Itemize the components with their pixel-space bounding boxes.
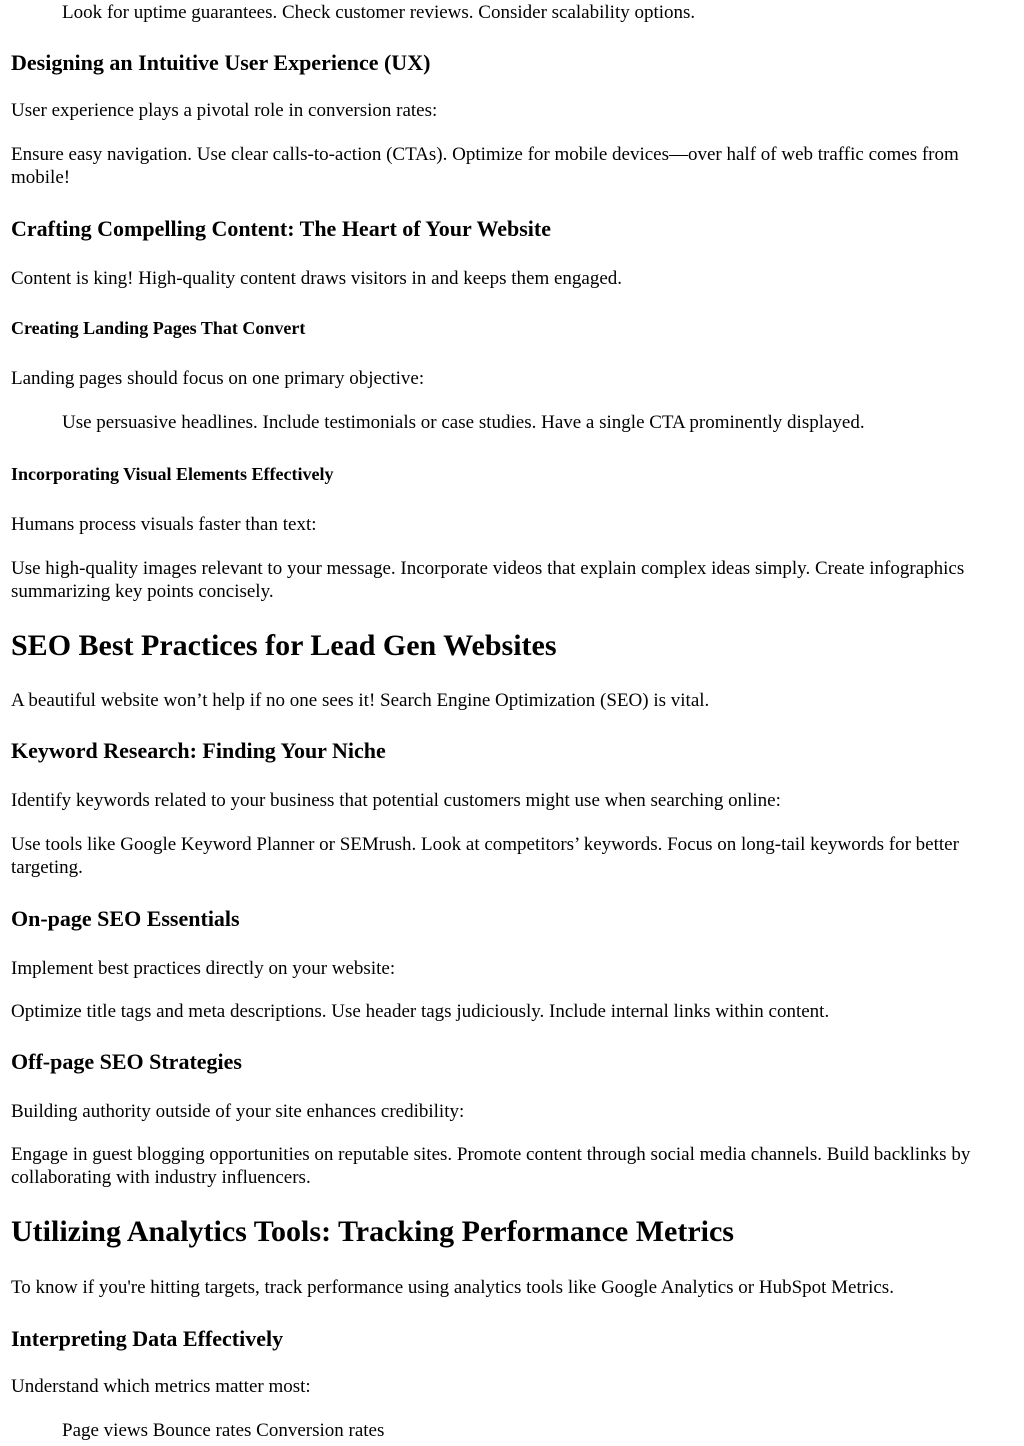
- landing-pages-heading: Creating Landing Pages That Convert: [11, 318, 306, 338]
- ux-heading: Designing an Intuitive User Experience (UX): [11, 50, 431, 75]
- visual-elements-heading: Incorporating Visual Elements Effectively: [11, 464, 334, 484]
- landing-intro-paragraph: Landing pages should focus on one primary objective:: [11, 368, 425, 389]
- analytics-heading: Utilizing Analytics Tools: Tracking Performance Metrics: [11, 1215, 734, 1248]
- keyword-research-heading: Keyword Research: Finding Your Niche: [11, 738, 386, 763]
- visual-intro-paragraph: Humans process visuals faster than text:: [11, 514, 317, 535]
- uptime-tips-paragraph: Look for uptime guarantees. Check customer reviews. Consider scalability options.: [62, 2, 696, 23]
- content-intro-paragraph: Content is king! High-quality content draws visitors in and keeps them engaged.: [11, 268, 623, 289]
- offpage-tips-paragraph: Engage in guest blogging opportunities on reputable sites. Promote content through social media channels. Build backlinks by collaborating with industry influencers.: [11, 1144, 971, 1188]
- metrics-list-paragraph: Page views Bounce rates Conversion rates: [62, 1420, 385, 1441]
- onpage-intro-paragraph: Implement best practices directly on your website:: [11, 958, 396, 979]
- seo-heading: SEO Best Practices for Lead Gen Websites: [11, 629, 557, 662]
- visual-tips-paragraph: Use high-quality images relevant to your message. Incorporate videos that explain complex ideas simply. Create infographics summarizing key points concisely.: [11, 558, 965, 602]
- analytics-intro-paragraph: To know if you're hitting targets, track performance using analytics tools like Google Analytics or HubSpot Metrics.: [11, 1277, 894, 1298]
- offpage-seo-heading: Off-page SEO Strategies: [11, 1049, 242, 1074]
- onpage-seo-heading: On-page SEO Essentials: [11, 906, 240, 931]
- content-heading: Crafting Compelling Content: The Heart of Your Website: [11, 216, 551, 241]
- keyword-tips-paragraph: Use tools like Google Keyword Planner or SEMrush. Look at competitors’ keywords. Focus on long-tail keywords for better targeting.: [11, 834, 959, 878]
- landing-tips-paragraph: Use persuasive headlines. Include testimonials or case studies. Have a single CTA prominently displayed.: [62, 412, 865, 433]
- offpage-intro-paragraph: Building authority outside of your site enhances credibility:: [11, 1101, 465, 1122]
- interpreting-data-heading: Interpreting Data Effectively: [11, 1326, 284, 1351]
- onpage-tips-paragraph: Optimize title tags and meta descriptions. Use header tags judiciously. Include internal links within content.: [11, 1001, 830, 1022]
- seo-intro-paragraph: A beautiful website won’t help if no one sees it! Search Engine Optimization (SEO) is vital.: [11, 690, 710, 711]
- keyword-intro-paragraph: Identify keywords related to your business that potential customers might use when searching online:: [11, 790, 781, 811]
- ux-intro-paragraph: User experience plays a pivotal role in conversion rates:: [11, 100, 438, 121]
- ux-tips-paragraph: Ensure easy navigation. Use clear calls-to-action (CTAs). Optimize for mobile devices—over half of web traffic comes from mobile!: [11, 144, 959, 188]
- metrics-intro-paragraph: Understand which metrics matter most:: [11, 1376, 311, 1397]
